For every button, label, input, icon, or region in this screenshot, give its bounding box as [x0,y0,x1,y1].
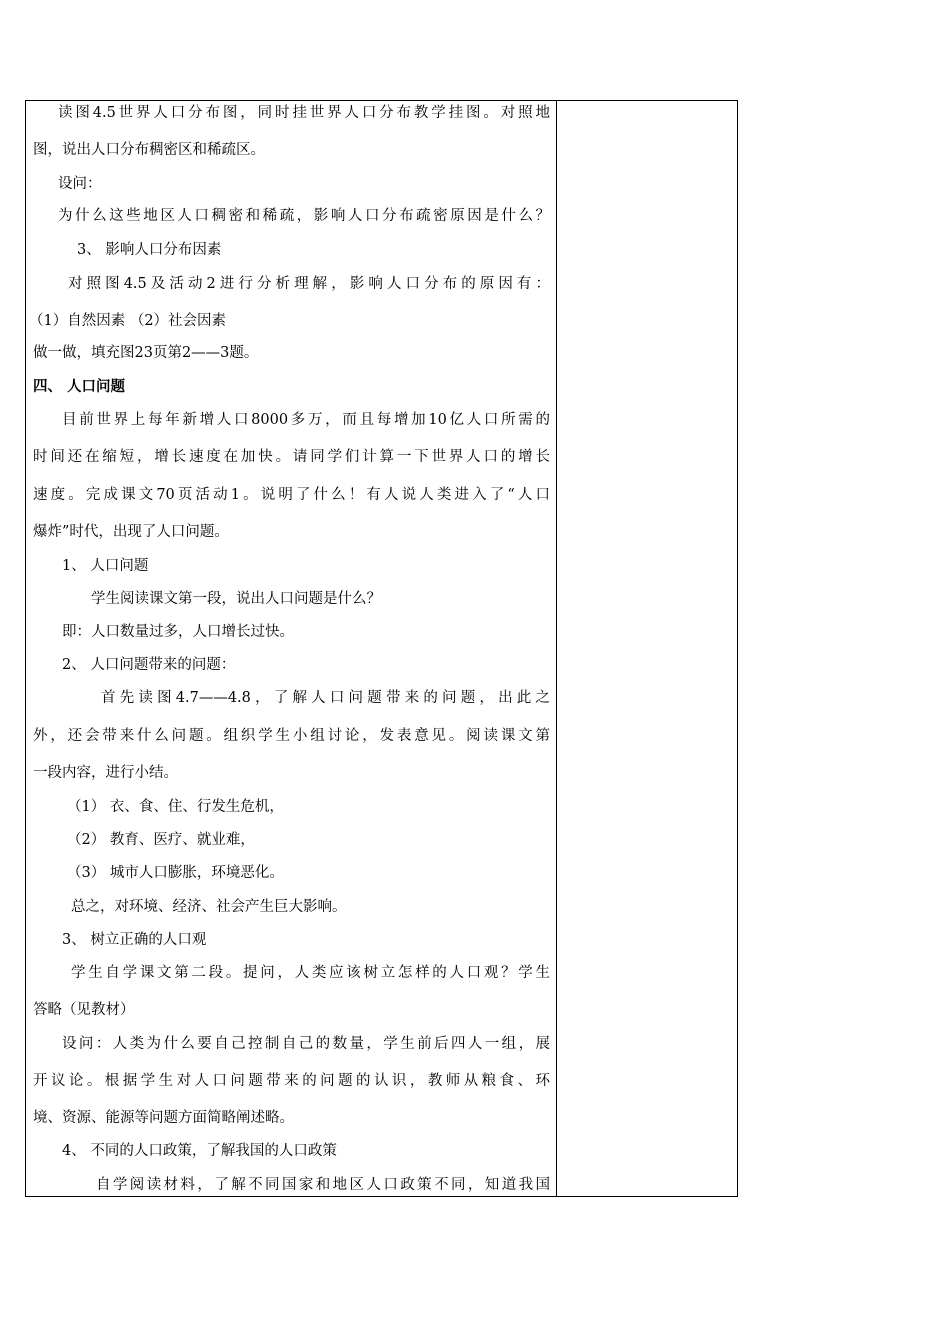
text-line: 一段内容，进行小结。 [33,765,178,781]
section-heading: 四、 人口问题 [33,378,126,395]
text-line: 即：人口数量过多，人口增长过快。 [62,624,294,640]
text-line: 设问：人类为什么要自己控制自己的数量，学生前后四人一组，展 [62,1036,550,1052]
text-line: （1）自然因素 （2）社会因素 [29,313,227,329]
list-item: （2） 教育、医疗、就业难， [67,832,255,848]
text-line: 爆炸”时代，出现了人口问题。 [33,524,229,540]
text-line: 3、 树立正确的人口观 [62,932,207,948]
text-line: 外，还会带来什么问题。组织学生小组讨论，发表意见。阅读课文第 [33,728,550,744]
text-line: 开议论。根据学生对人口问题带来的问题的认识，教师从粮食、环 [33,1073,550,1089]
text-line: 境、资源、能源等问题方面简略阐述略。 [33,1110,294,1126]
text-line: 3、 影响人口分布因素 [77,242,222,258]
list-item: （3） 城市人口膨胀，环境恶化。 [67,865,284,881]
text-line: 答略（见教材） [33,1002,135,1018]
text-line: 4、 不同的人口政策，了解我国的人口政策 [62,1143,337,1159]
text-line: 图，说出人口分布稠密区和稀疏区。 [33,142,265,158]
text-line: 自学阅读材料，了解不同国家和地区人口政策不同，知道我国 [96,1177,550,1193]
list-item: （1） 衣、食、住、行发生危机， [67,799,284,815]
text-line: 目前世界上每年新增人口8000多万，而且每增加10亿人口所需的 [62,412,550,428]
text-line: 学生阅读课文第一段，说出人口问题是什么？ [91,591,381,607]
text-line: 速度。完成课文70页活动1。说明了什么！有人说人类进入了“人口 [33,487,550,503]
text-line: 读图4.5世界人口分布图，同时挂世界人口分布教学挂图。对照地 [58,105,550,121]
text-line: 2、 人口问题带来的问题： [62,657,236,673]
text-line: 设问： [58,176,102,192]
text-line: 1、 人口问题 [62,558,149,574]
text-line: 学生自学课文第二段。提问，人类应该树立怎样的人口观？学生 [71,965,550,981]
text-line: 对照图4.5及活动2进行分析理解，影响人口分布的原因有： [68,276,550,292]
text-line: 时间还在缩短，增长速度在加快。请同学们计算一下世界人口的增长 [33,449,550,465]
text-line: 总之，对环境、经济、社会产生巨大影响。 [71,899,347,915]
column-divider [556,100,557,1197]
lesson-content-cell [25,100,556,1197]
text-line: 首先读图4.7——4.8，了解人口问题带来的问题，出此之 [101,690,550,706]
text-line: 做一做，填充图23页第2——3题。 [33,345,259,361]
text-line: 为什么这些地区人口稠密和稀疏，影响人口分布疏密原因是什么？ [58,208,550,224]
